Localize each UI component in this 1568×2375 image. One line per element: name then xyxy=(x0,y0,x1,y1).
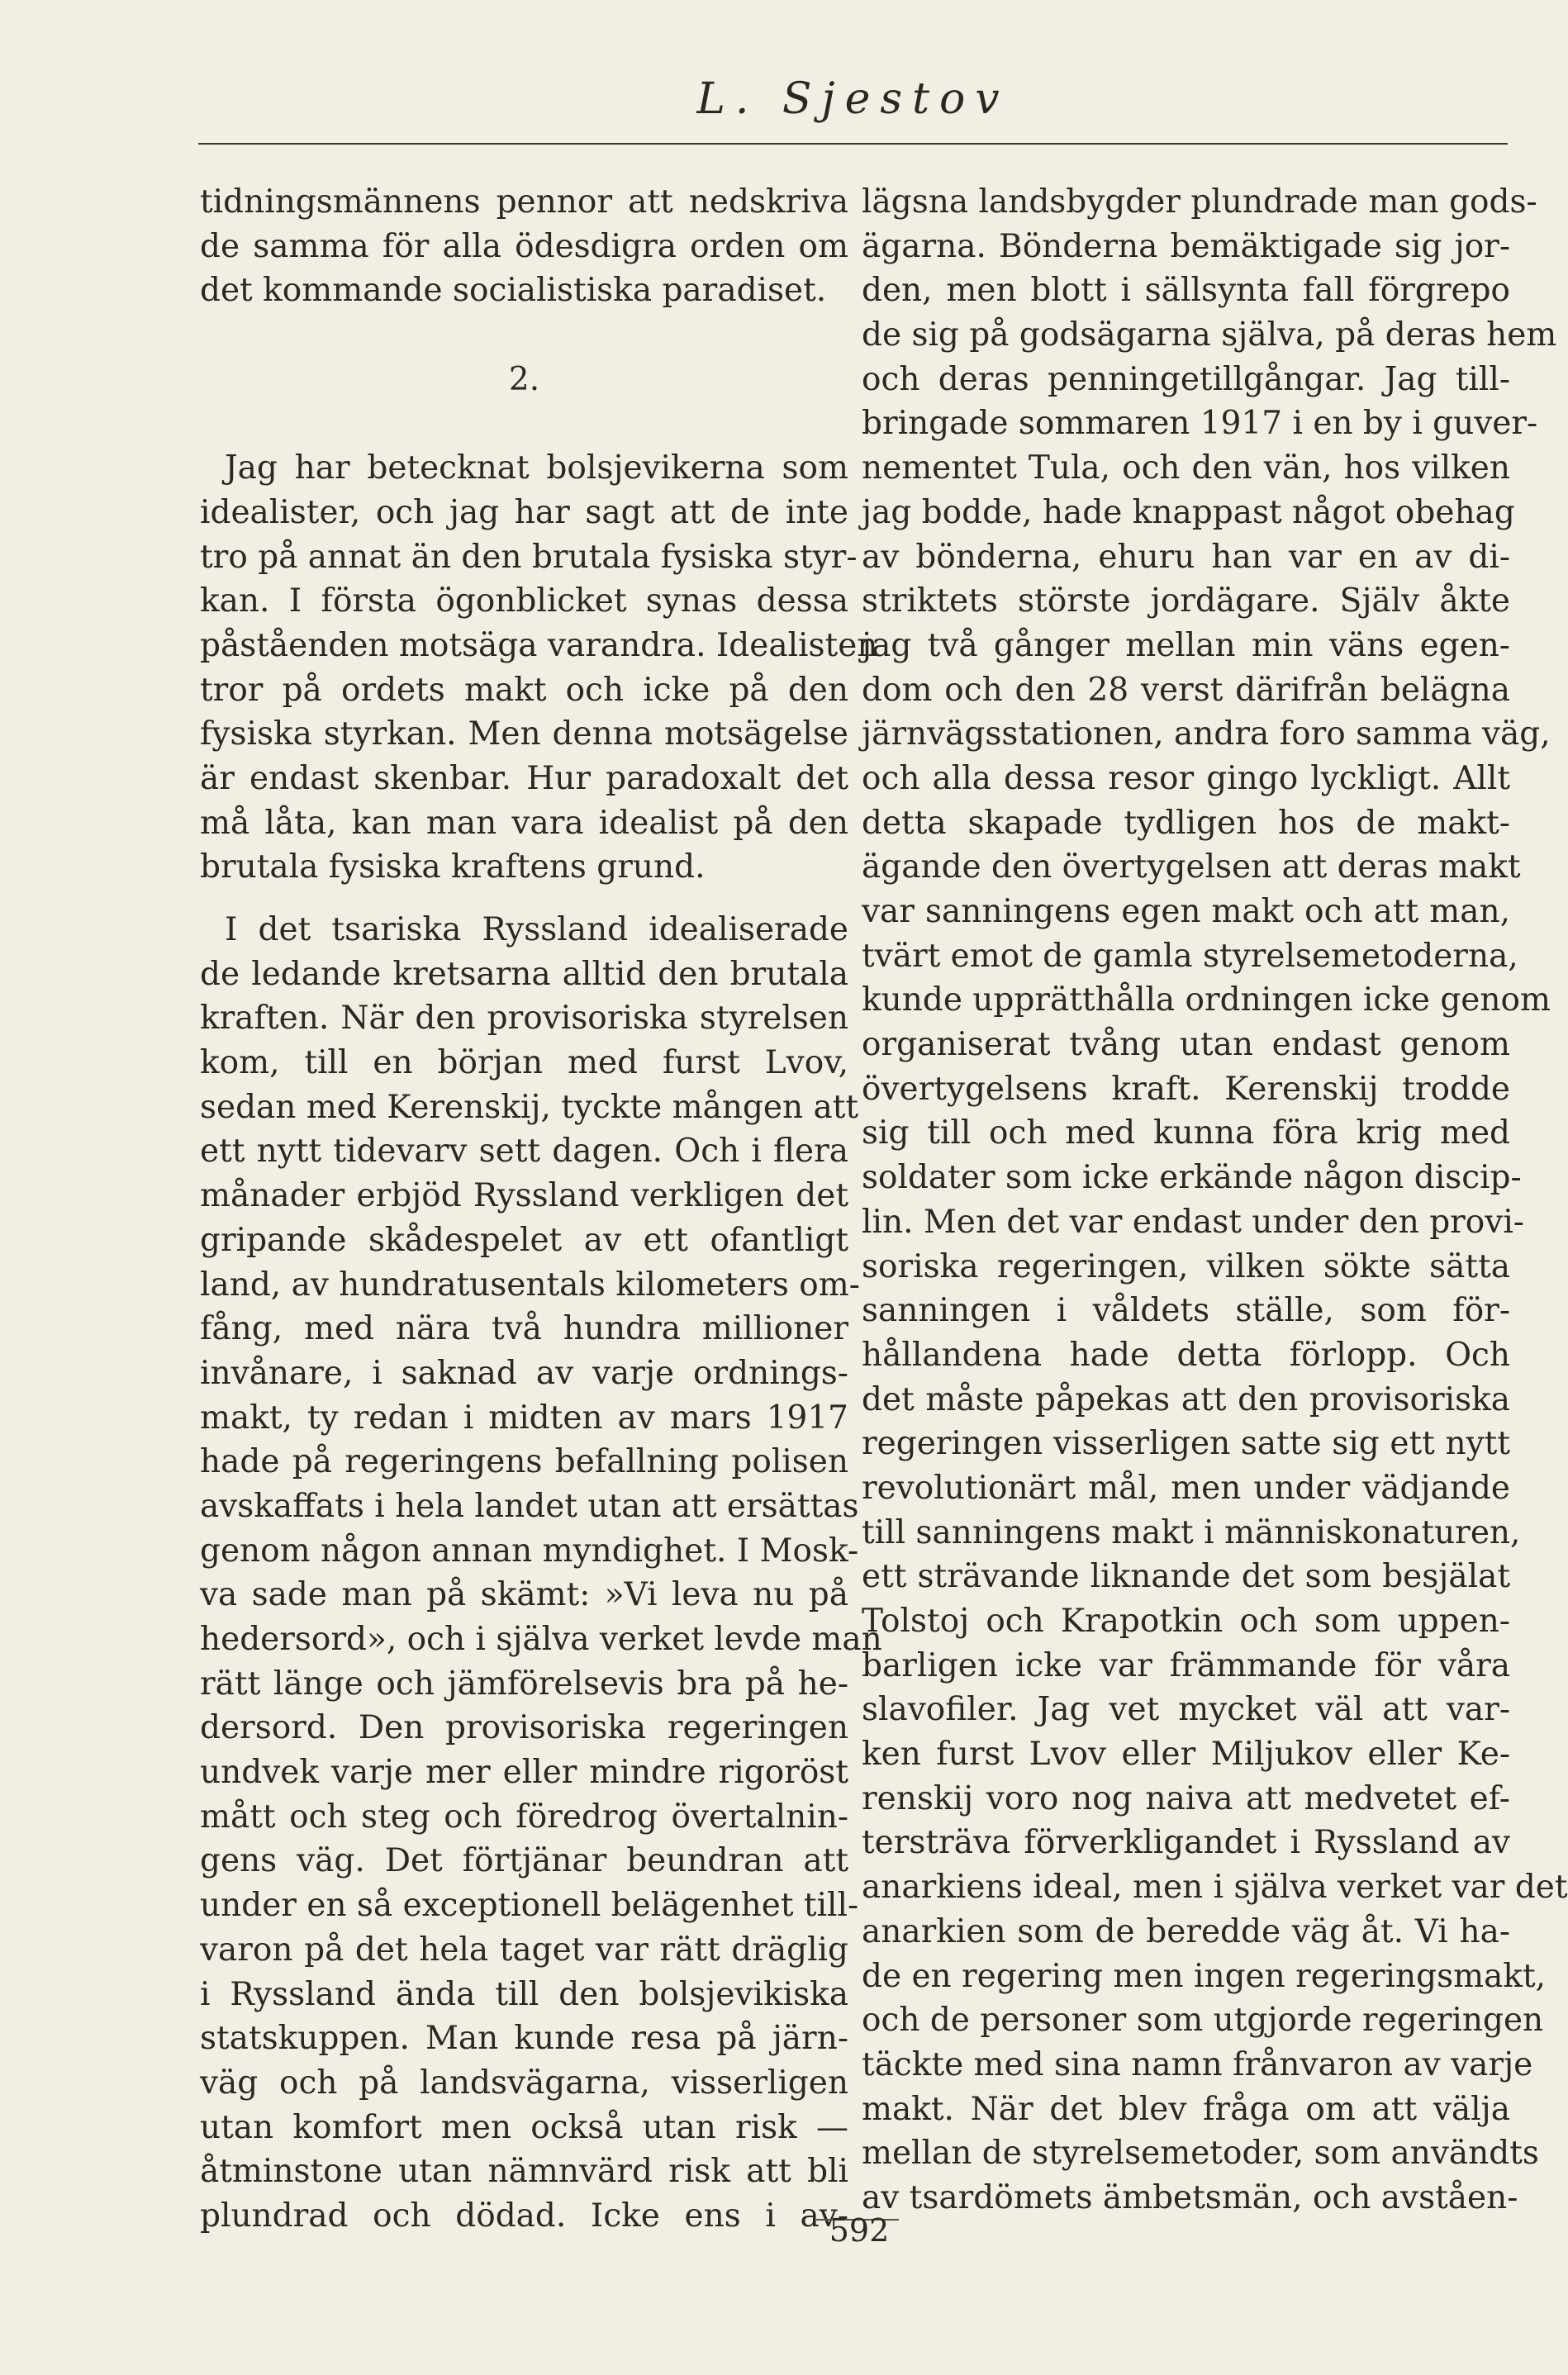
text-line: invånare, i saknad av varje ordnings- xyxy=(200,1354,848,1392)
text-line: tro på annat än den brutala fysiska styr- xyxy=(200,538,858,576)
text-line: och deras penningetillgångar. Jag till- xyxy=(862,360,1510,398)
text-line: mått och steg och föredrog övertalnin- xyxy=(200,1798,848,1836)
text-line: ken furst Lvov eller Miljukov eller Ke- xyxy=(862,1736,1510,1774)
text-line: mellan de styrelsemetoder, som användts xyxy=(862,2135,1539,2173)
text-line: organiserat tvång utan endast genom xyxy=(862,1026,1510,1064)
text-line: striktets störste jordägare. Själv åkte xyxy=(862,582,1510,620)
text-line: dom och den 28 verst därifrån belägna xyxy=(862,671,1510,709)
text-line: soldater som icke erkände någon discip- xyxy=(862,1159,1522,1197)
paragraph-gap xyxy=(200,890,848,908)
text-line: de ledande kretsarna alltid den brutala xyxy=(200,955,848,993)
right-column xyxy=(862,180,1568,2221)
text-line: de en regering men ingen regeringsmakt, xyxy=(862,1957,1547,1995)
text-line: dersord. Den provisoriska regeringen xyxy=(200,1709,848,1747)
running-head-title: L. Sjestov xyxy=(696,74,1010,124)
text-line: ett nytt tidevarv sett dagen. Och i flera xyxy=(200,1133,848,1171)
text-line: och alla dessa resor gingo lyckligt. Allt xyxy=(862,759,1510,797)
text-line: undvek varje mer eller mindre rigoröst xyxy=(200,1754,848,1792)
text-line: ett strävande liknande det som besjälat xyxy=(862,1558,1510,1596)
text-line: tvärt emot de gamla styrelsemetoderna, xyxy=(862,937,1518,975)
text-line: slavofiler. Jag vet mycket väl att var- xyxy=(862,1691,1510,1729)
text-line: tror på ordets makt och icke på den xyxy=(200,671,848,709)
text-line: va sade man på skämt: »Vi leva nu på xyxy=(200,1576,848,1614)
text-line: täckte med sina namn frånvaron av varje xyxy=(862,2045,1533,2083)
text-line: övertygelsens kraft. Kerenskij trodde xyxy=(862,1070,1510,1108)
text-line: makt, ty redan i midten av mars 1917 xyxy=(200,1399,848,1437)
text-line: renskij voro nog naiva att medvetet ef- xyxy=(862,1779,1510,1817)
text-line: genom någon annan myndighet. I Mosk- xyxy=(200,1532,859,1570)
text-line: påståenden motsäga varandra. Idealisten xyxy=(200,626,878,664)
text-line: kom, till en början med furst Lvov, xyxy=(200,1044,848,1082)
text-line: bringade sommaren 1917 i en by i guver- xyxy=(862,405,1538,443)
header-rule xyxy=(198,143,1508,145)
text-line: jag två gånger mellan min väns egen- xyxy=(862,626,1510,664)
text-line: barligen icke var främmande för våra xyxy=(862,1646,1510,1684)
text-line: anarkien som de beredde väg åt. Vi ha- xyxy=(862,1912,1510,1950)
text-line: kunde upprätthålla ordningen icke genom xyxy=(862,981,1551,1019)
text-line: idealister, och jag har sagt att de inte xyxy=(200,493,848,531)
text-line: under en så exceptionell belägenhet till- xyxy=(200,1887,859,1925)
text-line: avskaffats i hela landet utan att ersättas xyxy=(200,1487,859,1525)
text-line: kan. I första ögonblicket synas dessa xyxy=(200,582,848,620)
text-line: det kommande socialistiska paradiset. xyxy=(200,272,827,310)
text-line: revolutionärt mål, men under vädjande xyxy=(862,1469,1510,1507)
text-line: hade på regeringens befallning polisen xyxy=(200,1443,848,1481)
text-line: varon på det hela taget var rätt dräglig xyxy=(200,1931,848,1969)
text-line: makt. När det blev fråga om att välja xyxy=(862,2090,1510,2128)
text-line: soriska regeringen, vilken sökte sätta xyxy=(862,1247,1510,1285)
text-line: lägsna landsbygder plundrade man gods- xyxy=(862,183,1537,221)
text-line: Jag har betecknat bolsjevikerna som xyxy=(225,449,848,487)
text-line: av bönderna, ehuru han var en av di- xyxy=(862,538,1510,576)
text-line: var sanningens egen makt och att man, xyxy=(862,893,1510,930)
text-line: tidningsmännens pennor att nedskriva xyxy=(200,183,848,221)
text-line: hedersord», och i själva verket levde man xyxy=(200,1621,882,1658)
text-line: ägarna. Bönderna bemäktigade sig jor- xyxy=(862,227,1510,265)
text-line: Tolstoj och Krapotkin och som uppen- xyxy=(862,1603,1510,1640)
text-line: statskuppen. Man kunde resa på järn- xyxy=(200,2020,848,2058)
text-line: de samma för alla ödesdigra orden om xyxy=(200,227,848,265)
text-line: lin. Men det var endast under den provi- xyxy=(862,1203,1524,1241)
text-line: detta skapade tydligen hos de makt- xyxy=(862,804,1510,842)
text-line: månader erbjöd Ryssland verkligen det xyxy=(200,1177,848,1215)
text-line: är endast skenbar. Hur paradoxalt det xyxy=(200,759,848,797)
text-line: den, men blott i sällsynta fall förgrepo xyxy=(862,272,1510,310)
text-line: järnvägsstationen, andra foro samma väg, xyxy=(862,715,1551,753)
text-line: anarkiens ideal, men i själva verket var det xyxy=(862,1869,1568,1907)
text-line: nementet Tula, och den vän, hos vilken xyxy=(862,449,1510,487)
text-line: brutala fysiska kraftens grund. xyxy=(200,848,706,886)
text-line: och de personer som utgjorde regeringen xyxy=(862,2002,1544,2040)
text-line: de sig på godsägarna själva, på deras hem xyxy=(862,316,1557,354)
text-line: plundrad och dödad. Icke ens i av- xyxy=(200,2197,848,2235)
section-number: 2. xyxy=(508,360,540,398)
text-line: fång, med nära två hundra millioner xyxy=(200,1310,848,1348)
text-line: regeringen visserligen satte sig ett nytt xyxy=(862,1425,1510,1463)
text-line: I det tsariska Ryssland idealiserade xyxy=(225,911,848,948)
text-line: sanningen i våldets ställe, som för- xyxy=(862,1292,1510,1330)
text-line: ägande den övertygelsen att deras makt xyxy=(862,848,1521,886)
text-line: gripande skådespelet av ett ofantligt xyxy=(200,1221,848,1259)
text-line: sig till och med kunna föra krig med xyxy=(862,1114,1510,1152)
text-line: till sanningens makt i människonaturen, xyxy=(862,1513,1521,1551)
text-line: av tsardömets ämbetsmän, och avståen- xyxy=(862,2178,1518,2216)
text-line: fysiska styrkan. Men denna motsägelse xyxy=(200,715,848,753)
text-line: åtminstone utan nämnvärd risk att bli xyxy=(200,2153,848,2191)
text-line: sedan med Kerenskij, tyckte mången att xyxy=(200,1088,859,1126)
text-line: utan komfort men också utan risk — xyxy=(200,2108,848,2146)
paragraph-gap xyxy=(200,401,848,446)
text-line: det måste påpekas att den provisoriska xyxy=(862,1380,1510,1418)
text-line: rätt länge och jämförelsevis bra på he- xyxy=(200,1665,848,1703)
text-line: jag bodde, hade knappast något obehag xyxy=(862,493,1515,531)
text-line: gens väg. Det förtjänar beundran att xyxy=(200,1842,848,1880)
text-line: kraften. När den provisoriska styrelsen xyxy=(200,1000,848,1038)
text-line: land, av hundratusentals kilometers om- xyxy=(200,1266,860,1304)
page-number: 592 xyxy=(829,2212,890,2249)
text-line: tersträva förverkligandet i Ryssland av xyxy=(862,1824,1510,1862)
paragraph-gap xyxy=(200,313,848,358)
page-header xyxy=(198,66,1508,145)
text-line: i Ryssland ända till den bolsjevikiska xyxy=(200,1975,848,2013)
text-line: väg och på landsvägarna, visserligen xyxy=(200,2064,848,2102)
text-line: hållandena hade detta förlopp. Och xyxy=(862,1336,1510,1374)
text-line: må låta, kan man vara idealist på den xyxy=(200,804,848,842)
